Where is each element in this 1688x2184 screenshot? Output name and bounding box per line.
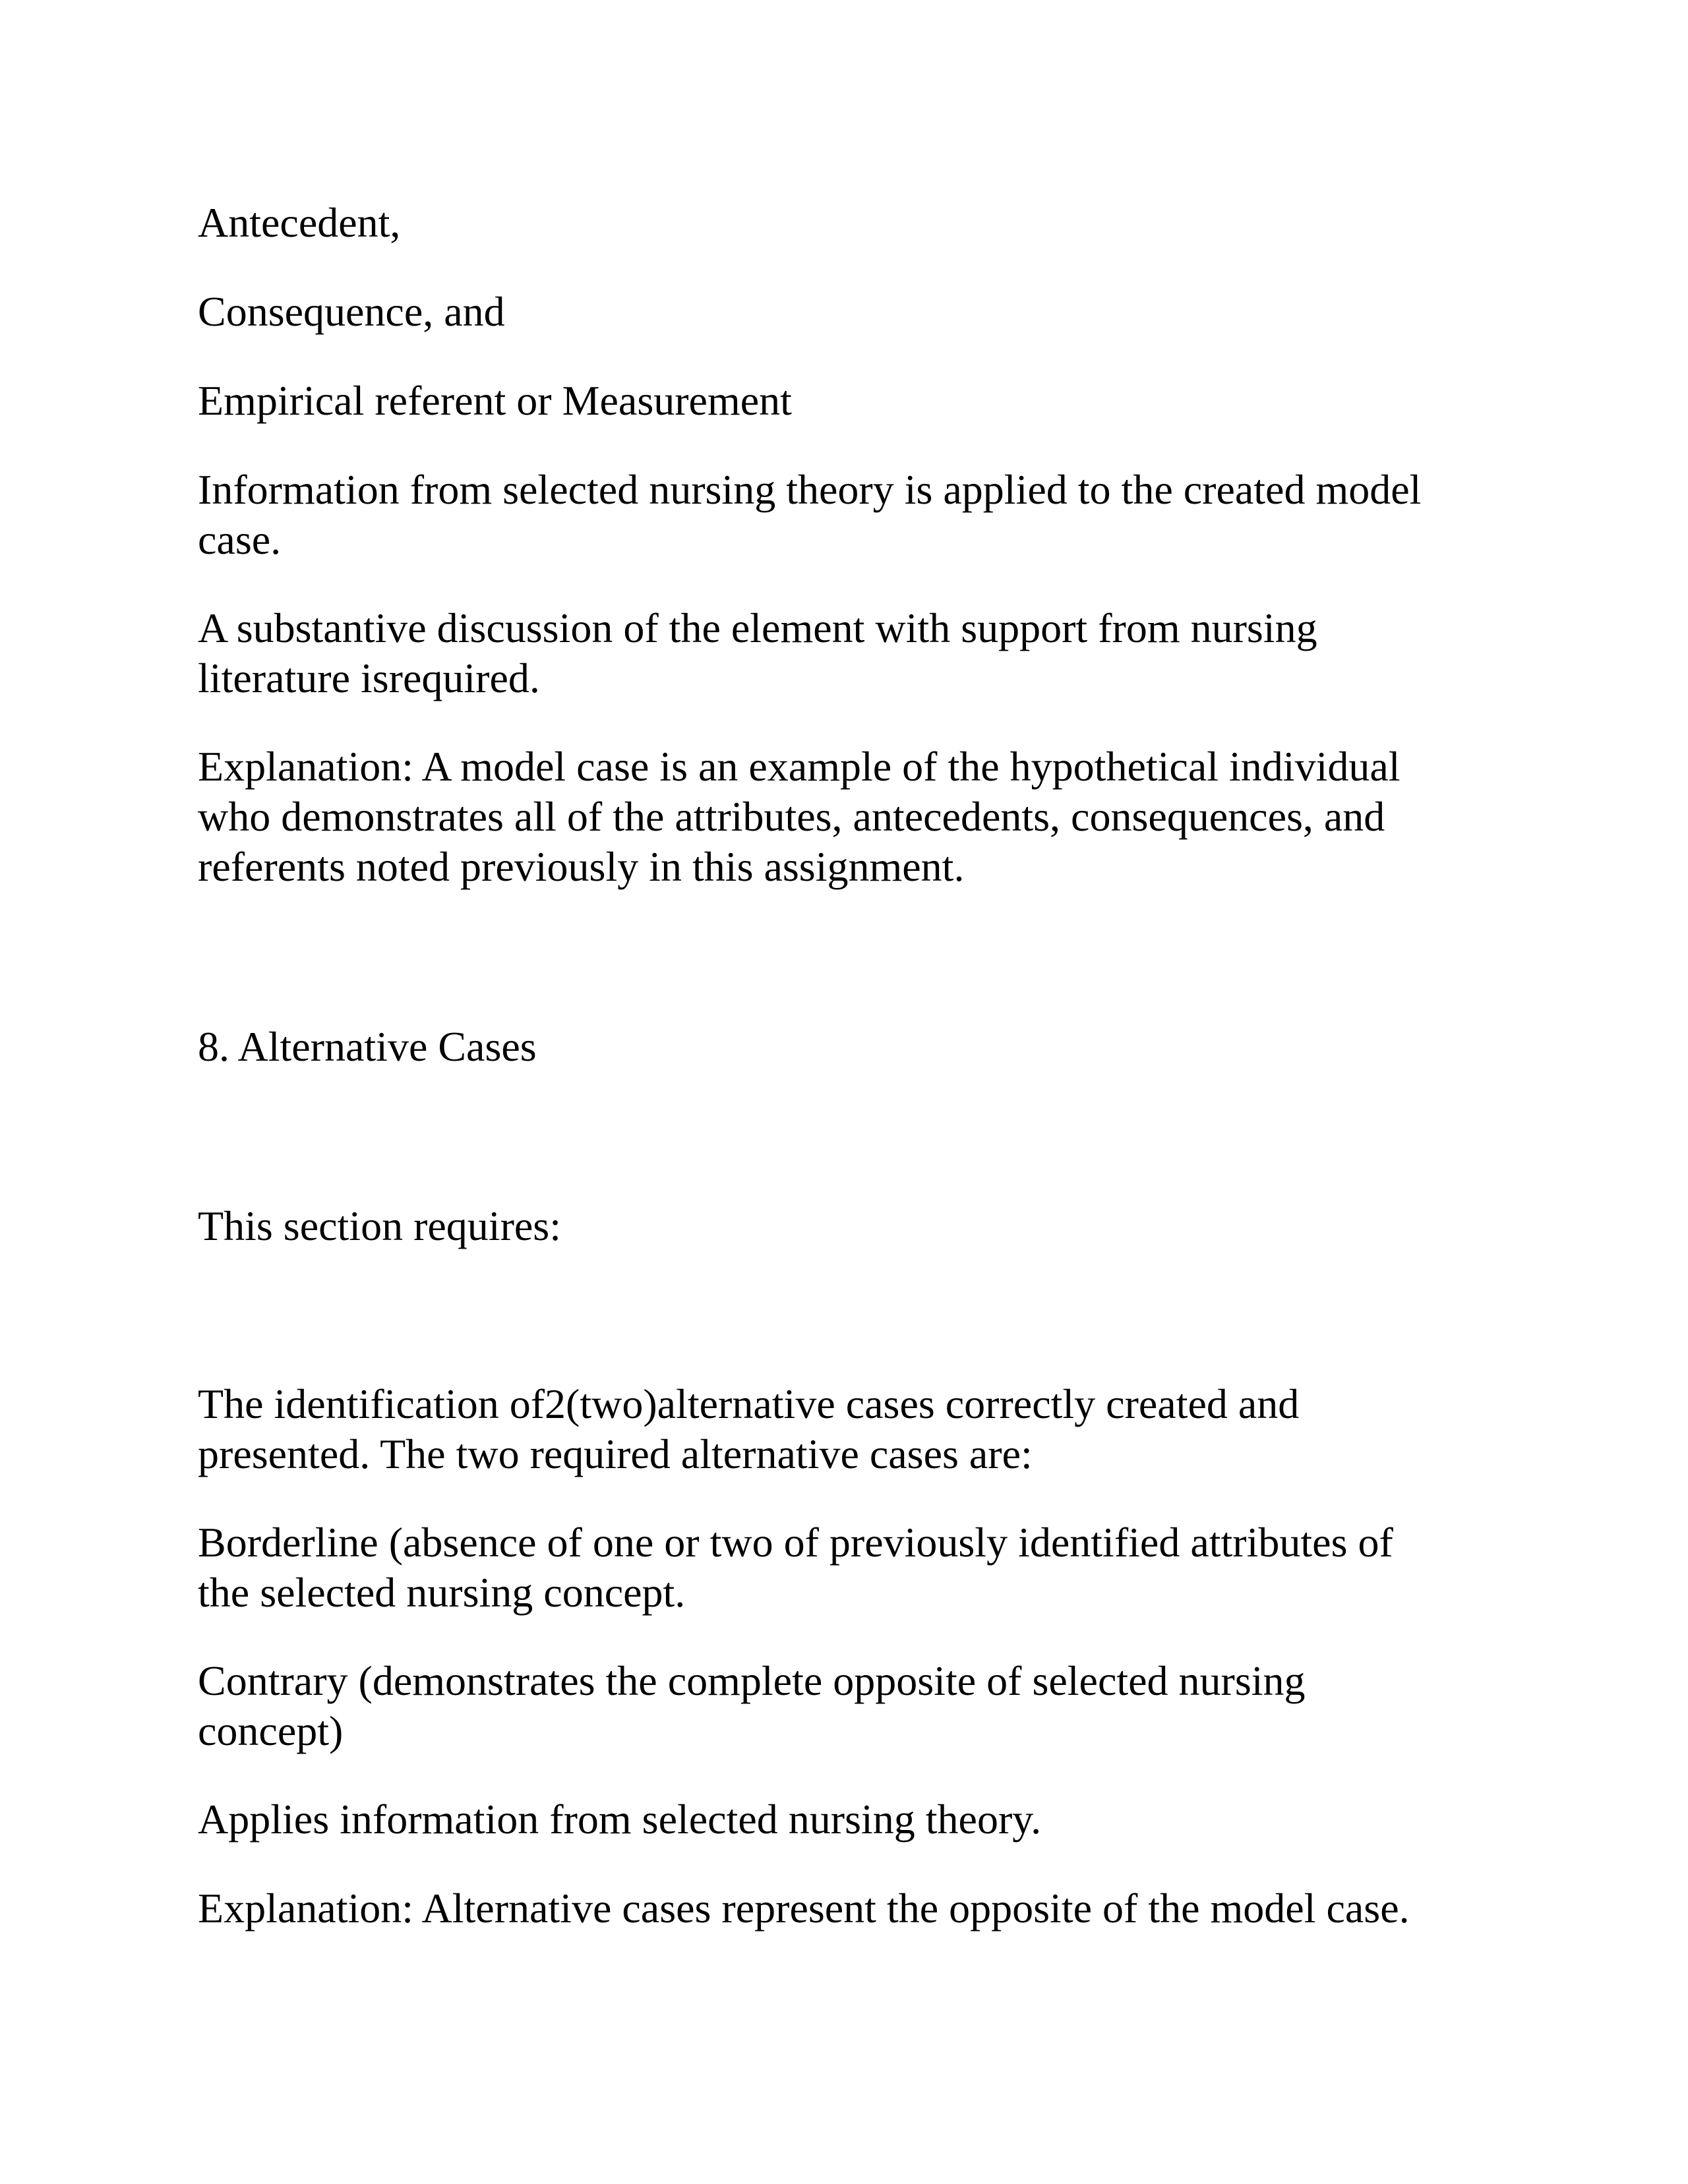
text-line: the selected nursing concept. bbox=[198, 1569, 686, 1616]
text-line: presented. The two required alternative cases are: bbox=[198, 1431, 1033, 1477]
text-line: Explanation: Alternative cases represent the opposite of the model case. bbox=[198, 1885, 1410, 1932]
text-line: The identification of2(two)alternative cases correctly created and bbox=[198, 1380, 1300, 1427]
paragraph-borderline bbox=[198, 1518, 1503, 1618]
paragraph-applies-theory bbox=[198, 1794, 1503, 1845]
paragraph-empirical-referent bbox=[198, 376, 1503, 426]
paragraph-model-case-explanation bbox=[198, 742, 1503, 892]
paragraph-nursing-theory-applied bbox=[198, 465, 1503, 565]
text-line: Empirical referent or Measurement bbox=[198, 377, 792, 424]
text-line: Explanation: A model case is an example of the hypothetical individual bbox=[198, 743, 1401, 790]
paragraph-section-requires bbox=[198, 1201, 1503, 1251]
paragraph-substantive-discussion bbox=[198, 603, 1503, 703]
text-line: literature isrequired. bbox=[198, 655, 540, 701]
text-line: referents noted previously in this assignment. bbox=[198, 843, 965, 890]
text-line: Borderline (absence of one or two of previously identified attributes of bbox=[198, 1519, 1393, 1566]
text-line: 8. Alternative Cases bbox=[198, 1023, 537, 1070]
text-line: concept) bbox=[198, 1707, 344, 1754]
text-line: Contrary (demonstrates the complete opposite of selected nursing bbox=[198, 1657, 1306, 1704]
text-line: Consequence, and bbox=[198, 288, 505, 335]
text-line: This section requires: bbox=[198, 1202, 561, 1249]
paragraph-contrary bbox=[198, 1656, 1503, 1756]
paragraph-antecedent bbox=[198, 198, 1503, 248]
text-line: case. bbox=[198, 516, 282, 563]
paragraph-consequence bbox=[198, 287, 1503, 337]
text-line: Antecedent, bbox=[198, 199, 401, 246]
paragraph-alternative-cases-explanation bbox=[198, 1883, 1503, 1933]
paragraph-identification bbox=[198, 1379, 1503, 1479]
text-line: Information from selected nursing theory is applied to the created model bbox=[198, 466, 1422, 513]
text-line: Applies information from selected nursing theory. bbox=[198, 1796, 1042, 1843]
text-line: who demonstrates all of the attributes, antecedents, consequences, and bbox=[198, 793, 1385, 840]
text-line: A substantive discussion of the element with support from nursing bbox=[198, 605, 1317, 651]
section-heading-alternative-cases bbox=[198, 1022, 1503, 1072]
